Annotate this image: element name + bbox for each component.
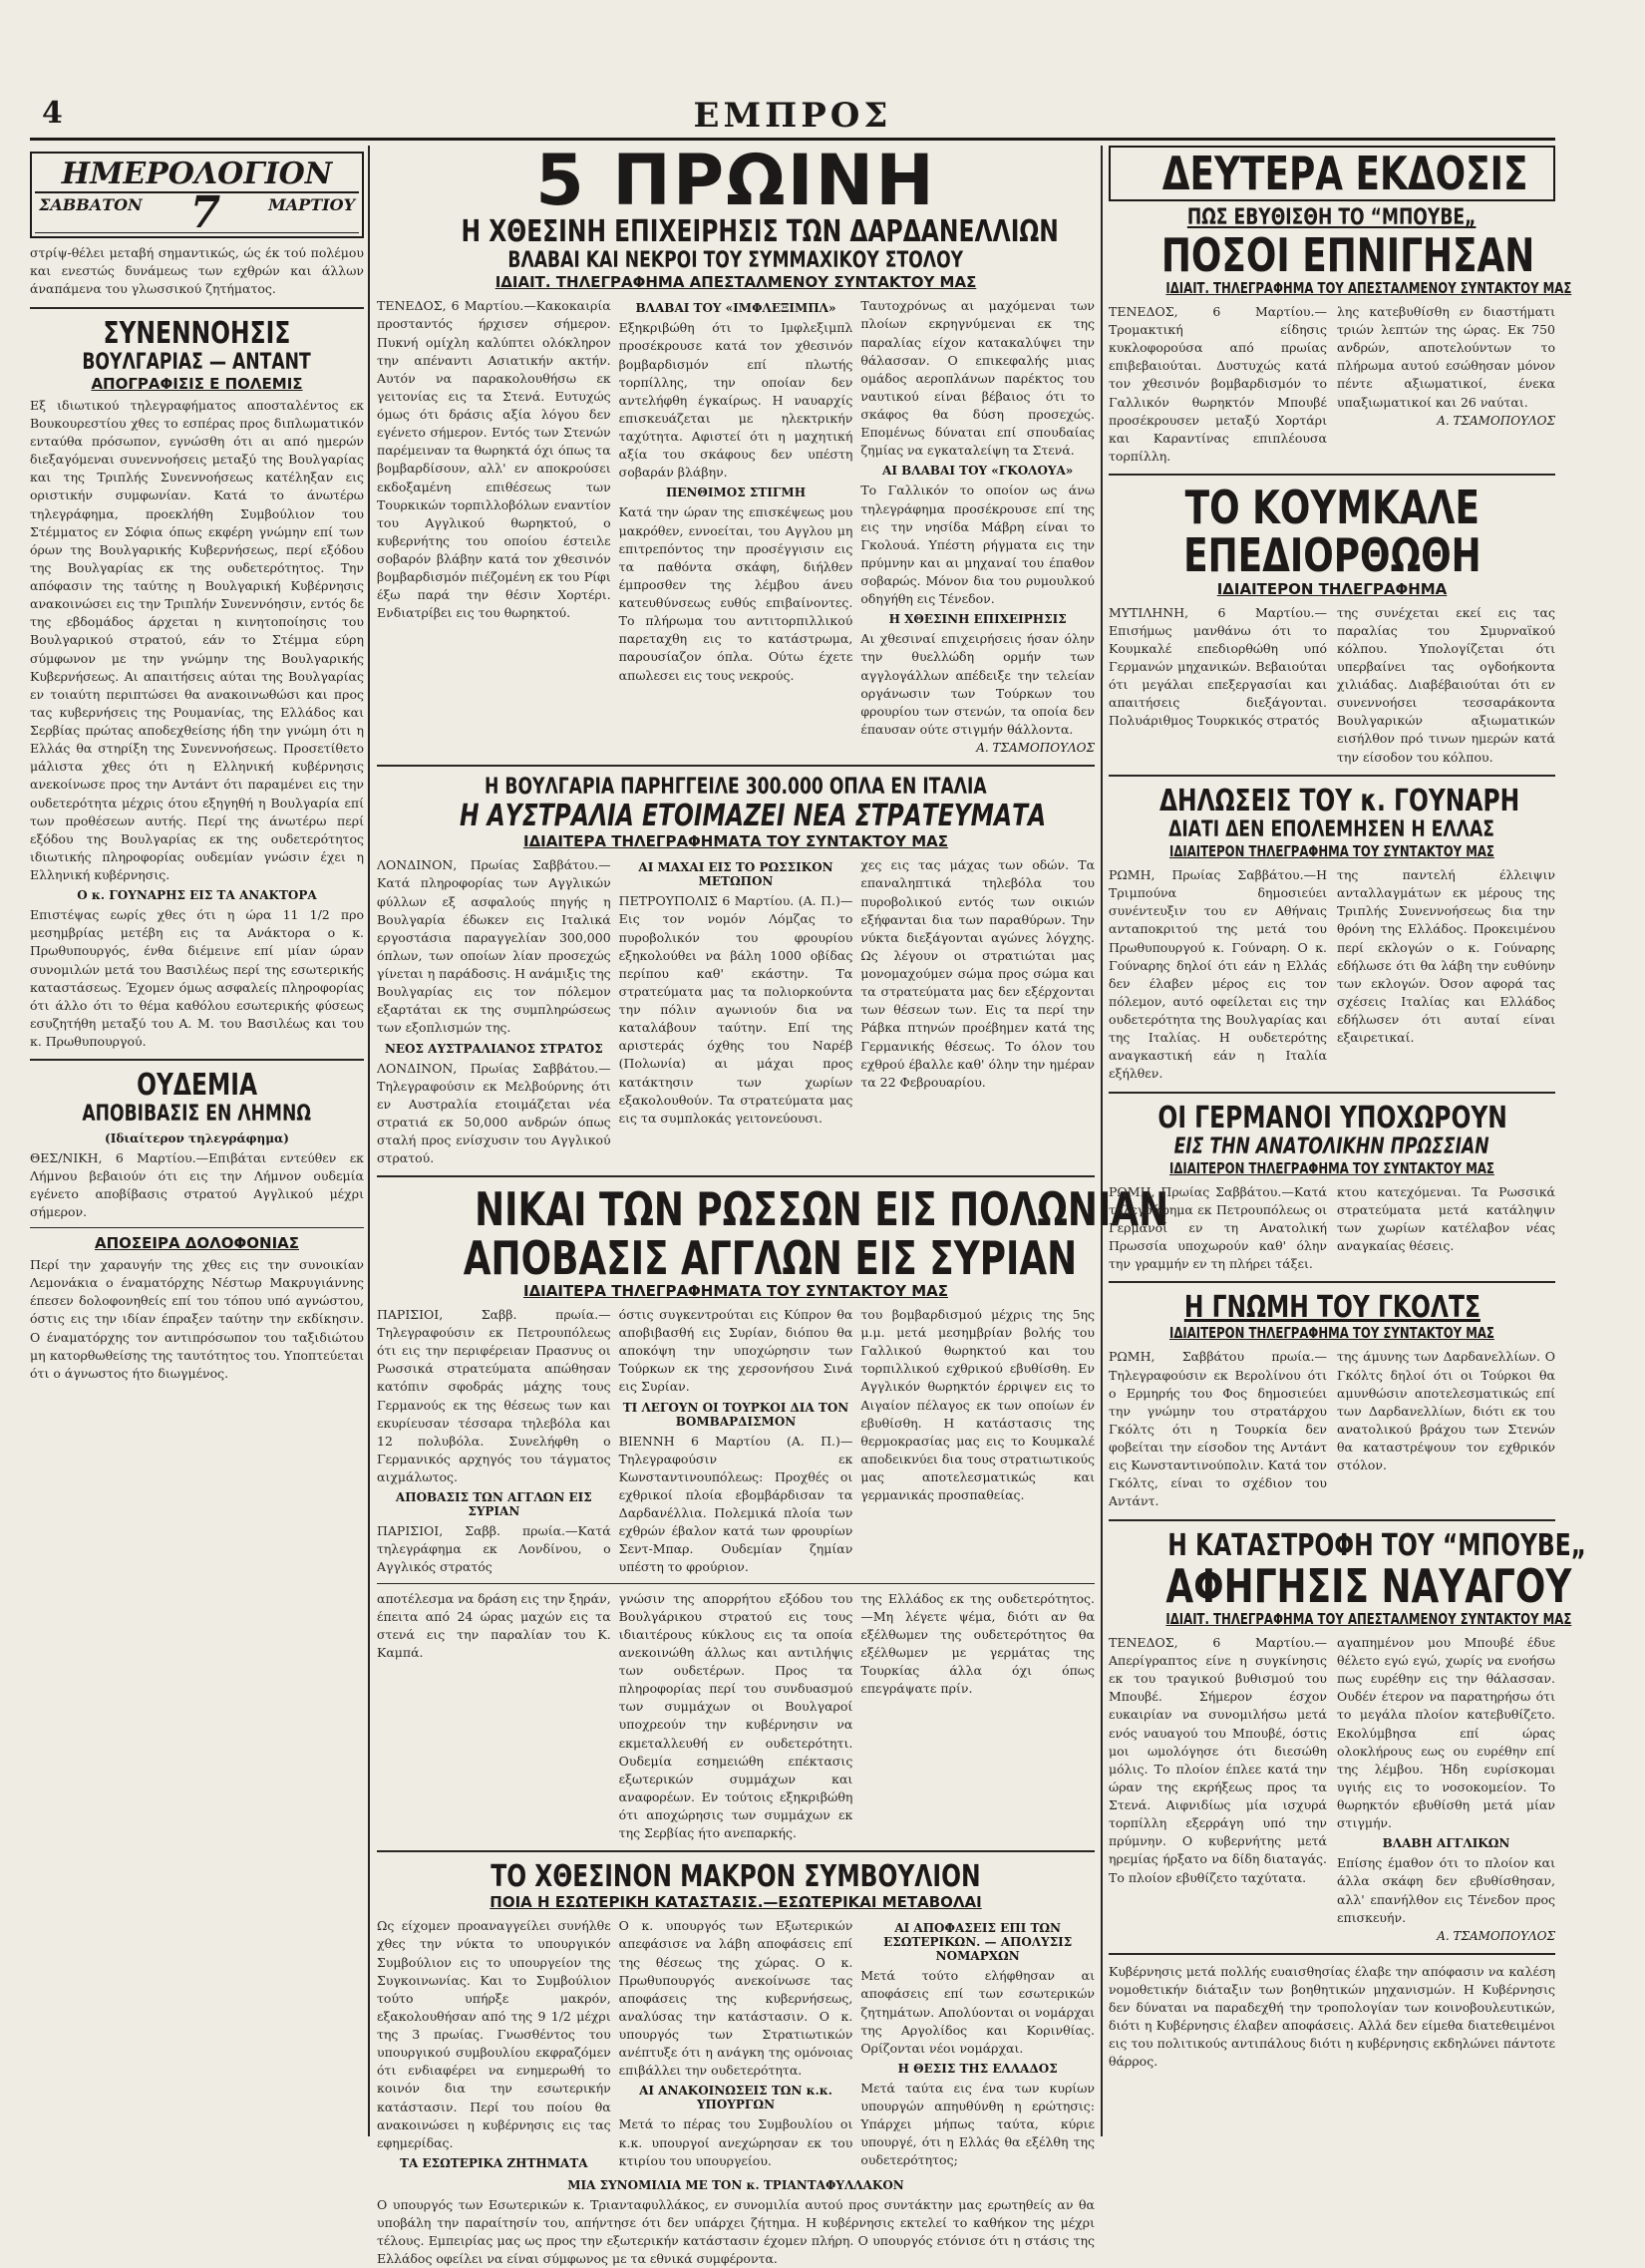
story-columns (377, 1306, 1095, 1577)
divider (1109, 1092, 1555, 1094)
divider (377, 1175, 1095, 1177)
page-number: 4 (42, 96, 63, 131)
story-body: Το Γαλλικόν το οποίον ως άνω τηλεγράφημα προσέκρουσε επί της εις την νησίδα Μάβρη είναι το Γκολουά. Υπέστη ρήγματα εις την πρύμνην και αι μηχαναί του έπαθον σοβαρώς. Μόνον δια του ρυμουλκού οδηγήθη εις Τένεδον. (860, 483, 1096, 607)
story-body: αποτέλεσμα να δράση εις την ξηράν, έπειτα από 24 ώρας μαχών εις τα στενά εις την παραλίαν του Κ. Καμπά. (377, 1590, 611, 1660)
story-columns (1109, 866, 1555, 1084)
headline-sub: ΕΙΣ ΤΗΝ ΑΝΑΤΟΛΙΚΗΝ ΠΡΩΣΣΙΑΝ (1173, 1134, 1490, 1159)
story-title: ΟΥΔΕΜΙΑ (136, 1068, 258, 1104)
divider (1109, 1953, 1555, 1955)
story-body: ΤΕΝΕΔΟΣ, 6 Μαρτίου.—Κακοκαιρία προσταντός ήρχισεν σήμερον. Πυκνή ομίχλη καλύπτει ολόκληρον την απέναντι Ασιατικήν ακτήν. Αυτόν να παρακολουθήσω εκ γειτονίας εις τα Στενά. Ευτυχώς όμως ότι δράσις αξία λόγου δεν εγένετο σήμερον. Εντός των Στενών παρέμειναν τα θωρηκτά όχι όπως τα βομβαρδίσουν, αλλ' εν αποκρούσει εκδοξαμένη επιθέσεως των Τουρκικών τορπιλλοβόλων εναντίον του Αγγλικού θωρηκτού, ο κυβερνήτης του οποίου έστειλε σοβαρόν βλάβην κατά τον χθεσινόν βομβαρδισμόν πιέζομένη εκ του Ρίφι έξω παρά την θέσιν Χορτέρι. Ενδιατρίβει εις του θωρηκτού. (377, 298, 611, 621)
story-columns (1109, 604, 1555, 767)
story-columns (1109, 1183, 1555, 1274)
story-body: της άμυνης των Δαρδανελλίων. Ο Γκόλτς δηλοί ότι οι Τούρκοι θα αμυνθώσιν αποτελεσματικώς επί των Δαρδανελλίων, διότι εκ του ανατολικού βράχου των Στενών θα καταστρέψουν τον εχθρικόν στόλον. (1337, 1349, 1555, 1473)
almanac-title: ΗΜΕΡΟΛΟΓΙΟΝ (35, 157, 359, 193)
story-title: ΣΥΝΕΝΝΟΗΣΙΣ (103, 315, 291, 351)
divider (30, 1059, 364, 1061)
story-subhead: ΜΙΑ ΣΥΝΟΜΙΛΙΑ ΜΕ ΤΟΝ κ. ΤΡΙΑΝΤΑΦΥΛΛΑΚΟΝ (567, 2177, 904, 2192)
headline-sub: ΠΟΣΟΙ ΕΠΝΙΓΗΣΑΝ (1160, 227, 1535, 282)
banner-headline: 5 ΠΡΩΙΝΗ (535, 140, 936, 221)
story-body: του βομβαρδισμού μέχρις της 5ης μ.μ. μετά μεσημβρίαν βολής του Γαλλικού θωρηκτού και του τορπιλλικού εχθρικού εβυθίσθη. Εν Αγγλικόν θωρηκτόν έρριψεν εις το Αιγαίον πέλαγος εκ των οποίων έν εβυθίσθη. Η κατάστασις της θερμοκρασίας μας εις το Κουμκαλέ αποδεικνύει δια τους στρατιωτικούς μας αποτελεσματικώς και γερμανικάς προσπαθείας. (860, 1306, 1096, 1503)
headline: Η ΑΥΣΤΡΑΛΙΑ ΕΤΟΙΜΑΖΕΙ ΝΕΑ ΣΤΡΑΤΕΥΜΑΤΑ (459, 799, 1047, 834)
story-subtitle: ΑΠΟΒΙΒΑΣΙΣ ΕΝ ΛΗΜΝΩ (82, 1102, 312, 1128)
headline-tag: ΙΔΙΑΙΤΕΡΑ ΤΗΛΕΓΡΑΦΗΜΑΤΑ ΤΟΥ ΣΥΝΤΑΚΤΟΥ ΜΑΣ (522, 832, 948, 851)
story-subhead: ΠΕΝΘΙΜΟΣ ΣΤΙΓΜΗ (665, 486, 807, 500)
divider (377, 1850, 1095, 1852)
headline: ΝΙΚΑΙ ΤΩΝ ΡΩΣΣΩΝ ΕΙΣ ΠΟΛΩΝΙΑΝ (475, 1182, 1169, 1237)
story-body: ΘΕΣ/ΝΙΚΗ, 6 Μαρτίου.—Επιβάται εντεύθεν εκ Λήμνου βεβαιούν ότι εις την Λήμνον ουδεμία εγένετο αποβίβασις στρατού Αγγλικού μέχρι σήμερον. (30, 1149, 364, 1219)
divider (1109, 1281, 1555, 1283)
story-subhead: ΑΙ ΑΝΑΚΟΙΝΩΣΕΙΣ ΤΩΝ κ.κ. ΥΠΟΥΡΓΩΝ (639, 2084, 832, 2112)
story-body: της συνέχεται εκεί εις τας παραλίας του Σμυρναϊκού κόλπου. Υπολογίζεται ότι υπερβαίνει τας ογδοήκοντα χιλιάδας. Διαβέβαιούται ότι εν συνεννοήσει τεσσαράκοντα Βουλγαρικών αξιωματικών εισήλθον πρό τινων ημερών κατά την είσοδον του κόλπου. (1337, 604, 1555, 765)
divider (30, 1227, 364, 1228)
story-kicker: ΑΠΟΓΡΑΦΙΣΙΣ Ε ΠΟΛΕΜΙΣ (91, 374, 303, 393)
almanac-box (30, 152, 364, 238)
story-subhead: ΤΑ ΕΣΩΤΕΡΙΚΑ ΖΗΤΗΜΑΤΑ (400, 2155, 588, 2170)
story-body: ΠΑΡΙΣΙΟΙ, Σαββ. πρωία.—Κατά τηλεγράφημα εκ Λονδίνου, ο Αγγλικός στρατός (377, 1523, 611, 1575)
column-rule (1101, 146, 1103, 2136)
story-subhead: ΑΙ ΒΛΑΒΑΙ ΤΟΥ «ΓΚΟΛΟΥΑ» (882, 464, 1074, 479)
column-rule (368, 146, 370, 2136)
headline-tag: ΙΔΙΑΙΤ. ΤΗΛΕΓΡΑΦΗΜΑ ΑΠΕΣΤΑΛΜΕΝΟΥ ΣΥΝΤΑΚΤΟΥ ΜΑΣ (494, 273, 977, 292)
story-body: κτου κατεχόμεναι. Τα Ρωσσικά στρατεύματα μετά κατάληψιν των χωρίων κατέλαβον νέας αναγκαίας θέσεις. (1337, 1183, 1555, 1254)
headline: ΠΩΣ ΕΒΥΘΙΣΘΗ ΤΟ “ΜΠΟΥΒΕ„ (1187, 205, 1477, 231)
story-body: Μετά το πέρας του Συμβουλίου οι κ.κ. υπουργοί ανεχώρησαν εκ του κτιρίου του υπουργείου. (618, 2116, 853, 2168)
masthead: ΕΜΠΡΟΣ (693, 96, 892, 136)
story-body: λης κατεβυθίσθη εν διαστήματι τριών λεπτών της ώρας. Εκ 750 ανδρών, αποτελούντων το πλήρωμα αυτού εσώθησαν μόνον πέντε αξιωματικοί, ένεκα υπαξιωματικοί και 26 ναύται. (1337, 303, 1555, 410)
headline-sub: ΒΛΑΒΑΙ ΚΑΙ ΝΕΚΡΟΙ ΤΟΥ ΣΥΜΜΑΧΙΚΟΥ ΣΤΟΛΟΥ (507, 248, 964, 273)
story-subhead: ΑΠΟΒΑΣΙΣ ΤΩΝ ΑΓΓΛΩΝ ΕΙΣ ΣΥΡΙΑΝ (395, 1490, 592, 1519)
headline-sub: ΔΙΑΤΙ ΔΕΝ ΕΠΟΛΕΜΗΣΕΝ Η ΕΛΛΑΣ (1168, 816, 1495, 842)
headline: Η ΧΘΕΣΙΝΗ ΕΠΙΧΕΙΡΗΣΙΣ ΤΩΝ ΔΑΡΔΑΝΕΛΛΙΩΝ (461, 214, 1059, 249)
almanac-month: ΜΑΡΤΙΟΥ (268, 195, 355, 214)
story-body: ΛΟΝΔΙΝΟΝ, Πρωίας Σαββάτου.—Τηλεγραφούσιν εκ Μελβούρνης ότι εν Αυστραλία ετοιμάζεται νέα στρατιά εκ 50,000 ανδρών όπως σταλή προς ενίσχυσιν του Αγγλικού στρατού. (377, 1060, 611, 1166)
headline-tag: ΙΔΙΑΙΤΕΡΟΝ ΤΗΛΕΓΡΑΦΗΜΑ (1216, 579, 1448, 598)
headline: Η ΚΑΤΑΣΤΡΟΦΗ ΤΟΥ “ΜΠΟΥΒΕ„ (1167, 1527, 1587, 1563)
story-body: Κατά την ώραν της επισκέψεως μου μακρόθεν, εννοείται, του Αγγλου μη επιτρεπόντος την προσέγγισιν εις τα παθόντα σκάφη, διήλθεν έμπροσθεν της λέμβου άνευ κατευθύνσεως ευθύς επιβαίνοντες. Το πλήρωμα του αντιτορπιλλικού παρεταχθη εις το κατάστρωμα, παρουσίαζον όπλα. Ούτω έχετε απωλεσει εις τους νεκρούς. (618, 504, 853, 683)
divider (377, 765, 1095, 767)
headline-tag: ΙΔΙΑΙΤΕΡΟΝ ΤΗΛΕΓΡΑΦΗΜΑ ΤΟΥ ΣΥΝΤΑΚΤΟΥ ΜΑΣ (1169, 1158, 1494, 1177)
divider (30, 307, 364, 309)
story-body: γνώσιν της απορρήτου εξόδου του Βουλγάρικου στρατού εις τους ιδιαιτέρους κύκλους εις τα οποία ανεκοινώθη άλλως και αντιλήψις των ουδετέρων. Προς τα πληροφορίας περί του συνδυασμού των συμμάχων οι Βουλγαροί υποχρεούν την κυβέρνησιν να εκμεταλλευθή εν ουδετερότητι. Ουδεμία εσημειώθη επέκτασις εξωτερικών συμμάχων και αναφορέων. Εν τούτοις εξηκριβώθη ότι αποχώρησις των συμμάχων εκ της Σερβίας ήτο ανεπαρκής. (618, 1590, 853, 1841)
almanac-date-number: 7 (189, 187, 221, 238)
story-subhead: ΤΙ ΛΕΓΟΥΝ ΟΙ ΤΟΥΡΚΟΙ ΔΙΑ ΤΟΝ ΒΟΜΒΑΡΔΙΣΜΟΝ (622, 1400, 849, 1429)
column-left (30, 146, 364, 2136)
story-body: Περί την χαραυγήν της χθες εις την συνοικίαν Λεμονάκια ο έναματόρχης Νέστωρ Μακρυγιάννης έπεσεν δολοφονηθείς επί του τόπου υπό αγνώστου, όστις εις την ιδίαν έπραξεν ταύτην την εκδίκησιν. Ο έναματόρχης τον αντιπρόσωπον του ταξιδιώτου μη κατορθωθείσης της ταυτότητος του. Υποπτεύεται ότι ο άγνωστος ήτο διωγμένος. (30, 1257, 364, 1381)
headline-tag: ΙΔΙΑΙΤ. ΤΗΛΕΓΡΑΦΗΜΑ ΤΟΥ ΑΠΕΣΤΑΛΜΕΝΟΥ ΣΥΝΤΑΚΤΟΥ ΜΑΣ (1165, 1609, 1572, 1628)
story-body: Εξηκριβώθη ότι το Ιμφλεξιμπλ προσέκρουσε κατά τον χθεσινόν βομβαρδισμόν επί πλωτής τορπίλλης, την οποίαν δεν αντελήφθη έγκαίρως. Η ναυαρχίς επισκευάζεται με ηλεκτρικήν ταχύτητα. Αφιστεί ότι η μαχητική αξία του σκάφους δεν υπέστη σοβαράν βλάβην. (618, 320, 853, 481)
headline-tag: ΙΔΙΑΙΤΕΡΟΝ ΤΗΛΕΓΡΑΦΗΜΑ ΤΟΥ ΣΥΝΤΑΚΤΟΥ ΜΑΣ (1169, 842, 1494, 861)
second-edition-banner: ΔΕΥΤΕΡΑ ΕΚΔΟΣΙΣ (1109, 146, 1555, 201)
headline: ΟΙ ΓΕΡΜΑΝΟΙ ΥΠΟΧΩΡΟΥΝ (1157, 1100, 1507, 1135)
story-subhead: ΒΛΑΒΗ ΑΓΓΛΙΚΩΝ (1382, 1836, 1510, 1851)
divider (1109, 1519, 1555, 1521)
almanac-date (35, 187, 359, 238)
headline: ΤΟ ΚΟΥΜΚΑΛΕ (1184, 481, 1480, 535)
divider (1109, 474, 1555, 476)
story-body: ΒΙΕΝΝΗ 6 Μαρτίου (Α. Π.)—Τηλεγραφούσιν εκ Κωνσταντινουπόλεως: Προχθές οι εχθρικοί πλοία εβομβάρδισαν τα Δαρδανέλλια. Πολεμικά πλοία των εχθρών έβαλον κατά των φρουρίων Σεντ-Μπαρ. Ουδεμίαν ζημίαν υπέστη το φρούριον. (618, 1433, 853, 1575)
story-body: ΠΕΤΡΟΥΠΟΛΙΣ 6 Μαρτίου. (Α. Π.)—Εις τον νομόν Λόμζας το πυροβολικόν του φρουρίου εξηκολούθει να βάλη 1000 οβίδας περίπου καθ' εκάστην. Τα στρατεύματα μας τα πολιορκούντα την πόλιν αγωνιούν δια να καταλάβουν ταύτην. Επί της αριστεράς όχθης του Ναρέβ (Πολωνία) αι μάχαι προς κατάκτησιν των χωρίων εξακολουθούν. Τα στρατεύματα μας εις τα συμπλοκάς γειτονεύουσι. (618, 893, 853, 1126)
story-body: Αι χθεσιναί επιχειρήσεις ήσαν όλην την θυελλώδη ορμήν των αγγλογάλλων απέδειξε την τελείαν οργάνωσιν των Τούρκων του φρουρίου των στενών, τα οποία δεν έπαυσαν ούτε στιγμήν θάλλοντα. (860, 631, 1096, 737)
story-body: ΡΩΜΗ, Σαββάτου πρωία.—Τηλεγραφούσιν εκ Βερολίνου ότι ο Ερμηρής του Φος δημοσιεύει την γνώμην του στρατάρχου Γκόλτς ότι η Τουρκία δεν φοβείται την είσοδον της Αντάντ εις Κωνσταντινούπολιν. Κατά τον Γκόλτς, είναι το σχέδιον του Αντάντ. (1109, 1349, 1327, 1509)
byline: Α. ΤΣΑΜΟΠΟΥΛΟΣ (976, 741, 1096, 756)
story-body: Επίσης έμαθον ότι το πλοίον και άλλα σκάφη δεν εβυθίσθησαν, αλλ' επανήλθον εις Τένεδον προς επισκευήν. (1337, 1855, 1555, 1925)
story-columns (1109, 1348, 1555, 1510)
divider (1109, 775, 1555, 777)
story-subhead: Ο κ. ΓΟΥΝΑΡΗΣ ΕΙΣ ΤΑ ΑΝΑΚΤΟΡΑ (77, 888, 317, 903)
story-body: Μετά τούτο ελήφθησαν αι αποφάσεις επί των εσωτερικών ζητημάτων. Απολύονται οι νομάρχαι της Αργολίδος και Κορινθίας. Ορίζονται νέοι νομάρχαι. (860, 1968, 1096, 2056)
byline: Α. ΤΣΑΜΟΠΟΥΛΟΣ (1437, 1928, 1555, 1943)
intro-text: στρίψ-θέλει μεταβή σημαντικώς, ώς έκ τού πολέμου και ενεστώς δυνάμεως των εχθρών και άλλων άναπάμενα του γλωσσικού ζητήματος. (30, 245, 364, 297)
page-header (30, 96, 1555, 141)
story-body: ΜΥΤΙΛΗΝΗ, 6 Μαρτίου.—Επισήμως μανθάνω ότι το Κουμκαλέ επεδιορθώθη υπό Γερμανών μηχανικών. Βεβαιούται ότι μεγάλαι επεξεργασίαι και απαιτήσεις διεξάγονται. Πολυάριθμος Τουρκικός στρατός (1109, 604, 1327, 729)
story-title: ΑΠΟΣΕΙΡΑ ΔΟΛΟΦΟΝΙΑΣ (94, 1234, 300, 1253)
story-subhead: ΑΙ ΑΠΟΦΑΣΕΙΣ ΕΠΙ ΤΩΝ ΕΣΩΤΕΡΙΚΩΝ. — ΑΠΟΛΥΣΙΣ ΝΟΜΑΡΧΩΝ (883, 1921, 1073, 1964)
story-subhead: ΒΛΑΒΑΙ ΤΟΥ «ΙΜΦΛΕΞΙΜΠΛ» (635, 301, 836, 316)
story-subhead: ΑΙ ΜΑΧΑΙ ΕΙΣ ΤΟ ΡΩΣΣΙΚΟΝ ΜΕΤΩΠΟΝ (638, 860, 833, 889)
story-columns (377, 1917, 1095, 2174)
story-body: ΠΑΡΙΣΙΟΙ, Σαββ. πρωία.—Τηλεγραφούσιν εκ Πετρουπόλεως ότι εις την περιφέρειαν Πρασνυς οι Ρωσσικά στρατεύματα απώθησαν κατόπιν σφοδράς μάχης τους Γερμανούς εκ της θέσεως των και εκυρίευσαν τέσσαρα τηλεβόλα και 12 πολυβόλα. Συνελήφθη ο Γερμανικός αρχηγός του τάγματος αιχμάλωτος. (377, 1306, 611, 1485)
story-columns (377, 1590, 1095, 1843)
headline-sub: ΕΠΕΔΙΟΡΘΩΘΗ (1182, 528, 1481, 583)
story-columns (377, 297, 1095, 757)
story-body: της παντελή έλλειψιν ανταλλαγμάτων εκ μέρους της Τριπλής Συνεννοήσεως δια την θρόνη της Ελλάδος. Προκειμένου περί εκλογών ο κ. Γούναρης εδήλωσε ότι θα λάβη την ευθύνην των εκλογών. Όσον αφορά τας σχέσεις Ιταλίας και Ελλάδος εδήλωσεν ότι αυταί είναι εξαιρετικαί. (1337, 867, 1555, 1046)
story-body: Επιστέψας εωρίς χθες ότι η ώρα 11 1/2 προ μεσημβρίας μετέβη εις τα Ανάκτορα ο κ. Πρωθυπουργός, ένθα διέμεινε επί μίαν ώραν συνομιλών μετά του Βασιλέως περί της εσωτερικής καταστάσεως. Έχομεν όμως ασφαλείς πληροφορίας ότι άλλο ότι το θέμα καθόλου εσωτερικής φύσεως εσυζητήθη μεταξύ του Α. Μ. του Βασιλέως και του κ. Πρωθυπουργού. (30, 907, 364, 1050)
story-columns (1109, 1634, 1555, 1945)
headline-tag: ΙΔΙΑΙΤΕΡΟΝ ΤΗΛΕΓΡΑΦΗΜΑ ΤΟΥ ΣΥΝΤΑΚΤΟΥ ΜΑΣ (1169, 1324, 1494, 1343)
story-body: χες εις τας μάχας των οδών. Τα επαναληπτικά τηλεβόλα του πυροβολικού εντός των οικιών εξήφανται δια των παραθύρων. Την νύκτα διεξάγονται αγώνες λόγχης. Ως λέγουν οι στρατιώται μας μονομαχούμεν σώμα προς σώμα και τα στρατεύματα μας δεν εξέρχονται των θέσεων των. Εις τα περί την Ράβκα πτηνών προέβημεν κατά της Γερμανικής θέσεως. Το όλον του εχθρού έβαλλε καθ' όλην την ημέραν τα 22 Φεβρουαρίου. (860, 857, 1096, 1090)
story-columns (377, 856, 1095, 1167)
story-subtitle: ΒΟΥΛΓΑΡΙΑΣ — ΑΝΤΑΝΤ (82, 349, 312, 375)
headline: ΔΗΛΩΣΕΙΣ ΤΟΥ κ. ΓΟΥΝΑΡΗ (1158, 783, 1520, 818)
headline-tag: ΙΔΙΑΙΤ. ΤΗΛΕΓΡΑΦΗΜΑ ΤΟΥ ΑΠΕΣΤΑΛΜΕΝΟΥ ΣΥΝΤΑΚΤΟΥ ΜΑΣ (1165, 278, 1572, 297)
byline: Α. ΤΣΑΜΟΠΟΥΛΟΣ (1437, 413, 1555, 428)
story-body: Κυβέρνησις μετά πολλής ευαισθησίας έλαβε την απόφασιν να καλέση νομοθετικήν διάταξιν των βοηθητικών μηχανισμών. Η Κυβέρνησις δεν δύναται να παραδεχθή την τροπολογίαν των κοινοβουλευτικών, διότι η Κυβέρνησις έλαβεν αποφάσεις. Αλλά δεν είμεθα διατεθειμένοι εις του πολιτικούς αντιπάλους διότι η κυβέρνησις εκδηλώνει πάντοτε θάρρος. (1109, 1963, 1555, 2070)
story-body: ΡΩΜΗ, Πρωίας Σαββάτου.—Κατά τηλεγράφημα εκ Πετρουπόλεως οι Γερμανοί εν τη Ανατολική Πρωσσία υποχωρούν καθ' όλην την γραμμήν εν τη πλήρει τάξει. (1109, 1183, 1327, 1272)
headline-tag: ΙΔΙΑΙΤΕΡΑ ΤΗΛΕΓΡΑΦΗΜΑΤΑ ΤΟΥ ΣΥΝΤΑΚΤΟΥ ΜΑΣ (522, 1281, 948, 1300)
headline: ΤΟ ΧΘΕΣΙΝΟΝ ΜΑΚΡΟΝ ΣΥΜΒΟΥΛΙΟΝ (491, 1859, 981, 1895)
column-center (377, 140, 1169, 2267)
divider (377, 1583, 1095, 1584)
story-body: ΤΕΝΕΔΟΣ, 6 Μαρτίου.—Απερίγραπτος είνε η συγκίνησις εκ του τραγικού βυθισμού του Μπουβέ. Σήμερον έσχον ευκαιρίαν να συνομιλήσω μετά ενός ναυαγού του Μπουβέ, όστις μοι ωμολόγησε ότι διεσώθη μόλις. Το πλοίον έπλεε κατά την ώραν της εκρήξεως προς τα Στενά. Αιφνιδίως μία ισχυρά τορπίλλη εξερράγη υπό την πρύμνην. Ο κυβερνήτης μετά ηρεμίας ήρξατο να δίδη διαταγάς. Το πλοίον εβυθίζετο ταχύτατα. (1109, 1634, 1327, 1885)
story-body: Ταυτοχρόνως αι μαχόμεναι των πλοίων εκρηγνύμεναι εκ της παραλίας είχον κατακαλύψει την θάλασσαν. Ο επικεφαλής μιας ομάδος αεροπλάνων παρέκτος του ναυτικού είναι βέβαιος ότι το σκάφος θα δύση προσεχώς. Επομένως δύναται επί σπουδαίας ζημίας να εγκαταλείψη τα Στενά. (860, 298, 1096, 459)
headline-sub: ΠΟΙΑ Η ΕΣΩΤΕΡΙΚΗ ΚΑΤΑΣΤΑΣΙΣ.—ΕΣΩΤΕΡΙΚΑΙ ΜΕΤΑΒΟΛΑΙ (490, 1893, 982, 1912)
story-subhead: ΝΕΟΣ ΑΥΣΤΡΑΛΙΑΝΟΣ ΣΤΡΑΤΟΣ (384, 1041, 603, 1056)
story-subhead: (Ιδιαίτερον τηλεγράφημα) (105, 1131, 289, 1145)
story-body: Ο υπουργός των Εσωτερικών κ. Τριανταφυλλάκος, εν συνομιλία αυτού προς συντάκτην μας ερωτηθείς αν θα υποβάλη την παραίτησίν του, απήντησε ότι δεν υπάρχει ζήτημα. Η κυβέρνησις εκτελεί το καθήκον της μέχρι τέλους. Εμπειρίας μας ως προς την εξωτερικήν κατάστασιν έχομεν πλήρη. Ο υπουργός ετόνισε ότι η στάσις της Ελλάδος οφείλει να είναι σύμφωνος με τα εθνικά συμφέροντα. (377, 2196, 1095, 2267)
headline-sub: ΑΦΗΓΗΣΙΣ ΝΑΥΑΓΟΥ (1165, 1558, 1572, 1613)
column-right (1109, 146, 1587, 2136)
story-body: ΤΕΝΕΔΟΣ, 6 Μαρτίου.—Τρομακτική είδησις κυκλοφορούσα από πρωίας επιβεβαιούται. Δυστυχώς κατά τον χθεσινόν βομβαρδισμόν το Γαλλικόν θωρηκτόν Μπουβέ προσέκρουσεν μεταξύ Χορτάρι και Καραντίνας επιπλέουσα τορπίλλη. (1109, 303, 1327, 464)
headline: Η ΓΝΩΜΗ ΤΟΥ ΓΚΟΛΤΣ (1183, 1290, 1480, 1326)
story-body: ΡΩΜΗ, Πρωίας Σαββάτου.—Η Τριμπούνα δημοσιεύει συνέντευξιν του εν Αθήναις ανταποκριτού της μετά του Πρωθυπουργού κ. Γούναρη. Ο κ. Γούναρης δηλοί ότι εάν η Ελλάς δεν έλαβεν μέρος εις τον πόλεμον, αυτό οφείλεται εις την ουδετερότητα της Βουλγαρίας και της Ιταλίας. Η ουδετερότης αναγκαστική εάν η Ιταλία εξήλθεν. (1109, 867, 1327, 1082)
story-body: Ως είχομεν προαναγγείλει συνήλθε χθες την νύκτα το υπουργικόν Συμβούλιον εις το υπουργείον της Συγκοινωνίας. Και το Συμβούλιον τούτο υπήρξε μακρόν, εξακολουθήσαν από της 9 1/2 μέχρι της 3 πρωίας. Γνωσθέντος του υπουργικού συμβουλίου εκφραζόμεν ότι ενδιαφέρει να ενημερωθή το κοινόν δια την εσωτερικήν κατάστασιν. Περί του ποίου θα ανακοινώσει η κυβέρνησις εις τας εφημερίδας. (377, 1918, 611, 2150)
headline: ΑΠΟΒΑΣΙΣ ΑΓΓΛΩΝ ΕΙΣ ΣΥΡΙΑΝ (463, 1230, 1078, 1285)
headline: Η ΒΟΥΛΓΑΡΙΑ ΠΑΡΗΓΓΕΙΛΕ 300.000 ΟΠΛΑ ΕΝ ΙΤΑΛΙΑ (485, 775, 987, 801)
story-subhead: Η ΧΘΕΣΙΝΗ ΕΠΙΧΕΙΡΗΣΙΣ (888, 612, 1067, 627)
story-body: της Ελλάδος εκ της ουδετερότητος.—Μη λέγετε ψέμα, διότι αν θα εξέλθωμεν της ουδετερότητος θα εξέλθωμεν με γερμάτας της Τουρκίας άλλα όχι όπως επεγράψατε πρίν. (860, 1590, 1096, 1697)
story-body: ΛΟΝΔΙΝΟΝ, Πρωίας Σαββάτου.—Κατά πληροφορίας των Αγγλικών φύλλων εξ ασφαλούς πηγής η Βουλγαρία έδωκεν εις Ιταλικά εργοστάσια παραγγελίαν 300,000 όπλων, των οποίων λίαν προσεχώς γίνεται η παράδοσις. Η ανάμιξις της Βουλγαρίας εις τον πόλεμον εξαρτάται εκ της συμπληρώσεως των εξοπλισμών της. (377, 857, 611, 1036)
story-subhead: Η ΘΕΣΙΣ ΤΗΣ ΕΛΛΑΔΟΣ (897, 2061, 1058, 2076)
story-body: όστις συγκεντρούται εις Κύπρον θα αποβιβασθή εις Συρίαν, διόπου θα αποκόψη την υποχώρησιν των Τούρκων εκ της χερσονήσου Σινά εις Συρίαν. (618, 1306, 853, 1395)
story-columns (1109, 303, 1555, 466)
story-body: Μετά ταύτα εις ένα των κυρίων υπουργών απηυθύνθη η ερώτησις: Υπάρχει μήπως ταύτα, κύριε υπουργέ, ότι η Ελλάς θα εξέλθη της ουδετερότητος; (860, 2080, 1096, 2168)
story-body: αγαπημένον μου Μπουβέ έδυε θέλετο εγώ εγώ, χωρίς να ενοήσω πως ευρέθην εις την θάλασσαν. Ουδέν έτερον να παρατηρήσω ότι το μεγάλα πλοίον κατεβυθίζετο. Εκολύμβησα επί ώρας ολοκλήρους εως ου ευρέθην επί της λέμβου. Ήδη ευρίσκομαι υγιής εις το νοσοκομείον. Το θωρηκτόν εβυθίσθη μετά μίαν στιγμήν. (1337, 1634, 1555, 1831)
story-body: Εξ ιδιωτικού τηλεγραφήματος αποσταλέντος εκ Βουκουρεστίου χθες το εσπέρας προς διπλωματικόν ενταύθα πρόσωπον, εγνώσθη ότι αι από ημερών διεξαγόμεναι συνεννοήσεις μεταξύ της Βουλγαρίας και της Τριπλής Συνεννοήσεως κατέληξαν εις οριστικήν συμφωνίαν. Κατά το άνωτέρω τηλεγράφημα, προεκλήθη Συμβούλιον του Στέμματος εν Σόφια όπως εκφέρη γνώμην επί των όρων της Βουλγαρικής Κυβερνήσεως, περί εξόδου της Βουλγαρίας εκ της ουδετερότητος. Την απόφασιν της ταύτης η Βουλγαρική Κυβέρνησις ανακοινώσει εις την Τριπλήν Συνεννόησιν, εντός δε της εβδομάδος άρχεται η κινητοποίησις του Βουλγαρικού στρατού, εάν το Στέμμα εύρη σύμφωνον με την γνώμην της Βουλγαρικής Κυβερνήσεως. Αι απαιτήσεις αύται της Βουλγαρίας εν τοιαύτη περιπτώσει θα ανακοινωθώσι και προς τας κυβερνήσεις της Ρουμανίας, της Ελλάδος και Σερβίας πρώτας αποδεχθείσης ήδη την γνώμη ότι η Ελλάς θα στηρίξη της Συνεννοήσεως. Προσετίθετο μάλιστα χθες ότι η Ελληνική κυβέρνησις ανεκοίνωσε προς την Αντάντ ότι παραμένει εις την ουδετερότητα μέχρις ότου εξηγηθή η Βουλγαρία επί των προθέσεων αυτής. Περί της άνωτέρω περί εξόδου της Βουλγαρίας εκ της ουδετερότητος ιδιωτικής πληροφορίας ουδεμίαν γνώσιν έχει η Ελληνική κυβέρνησις. (30, 397, 364, 883)
almanac-day: ΣΑΒΒΑΤΟΝ (39, 195, 143, 214)
story-body: Ο κ. υπουργός των Εξωτερικών απεφάσισε να λάβη αποφάσεις επί της θέσεως της χώρας. Ο κ. Πρωθυπουργός ανεκοίνωσε τας αποφάσεις της κυβερνήσεως, αναλύσας την κατάστασιν. Ο κ. υπουργός των Στρατιωτικών ανέπτυξε ότι η ανάγκη της ομόνοιας επιβάλλει την ουδετερότητα. (618, 1918, 853, 2079)
